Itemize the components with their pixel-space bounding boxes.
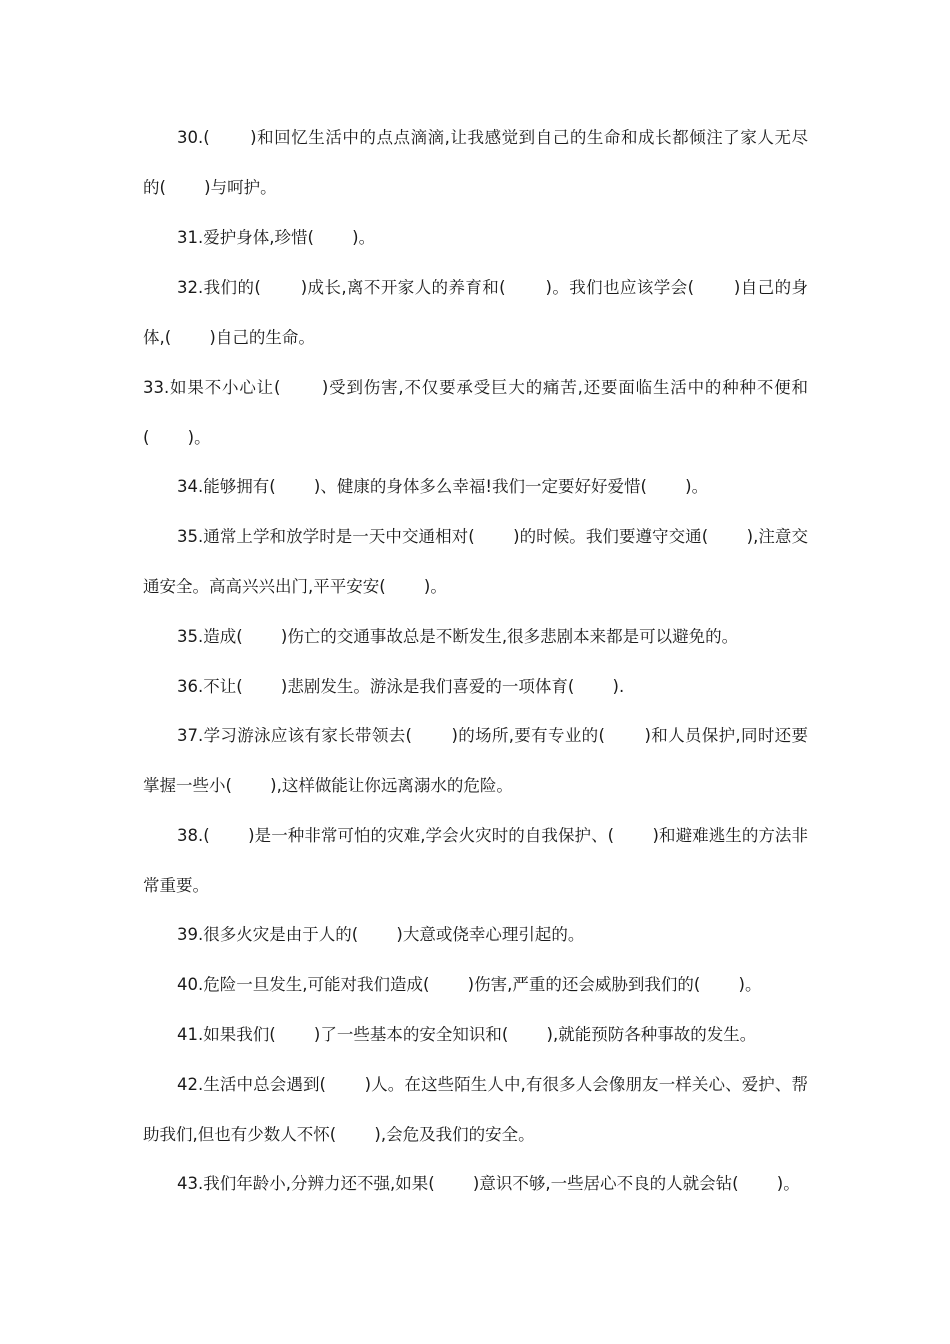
question-35-line-1: 35.通常上学和放学时是一天中交通相对( )的时候。我们要遵守交通( ),注意交 [177,527,808,546]
question-43: 43.我们年龄小,分辨力还不强,如果( )意识不够,一些居心不良的人就会钻( )。 [177,1174,800,1193]
question-31: 31.爱护身体,珍惜( )。 [177,228,376,247]
question-30-line-2: 的( )与呵护。 [143,178,277,197]
question-32-line-1: 32.我们的( )成长,离不开家人的养育和( )。我们也应该学会( )自己的身 [177,278,808,297]
question-35-line-2: 通安全。高高兴兴出门,平平安安( )。 [143,577,447,596]
question-32-line-2: 体,( )自己的生命。 [143,328,315,347]
question-35b: 35.造成( )伤亡的交通事故总是不断发生,很多悲剧本来都是可以避免的。 [177,627,739,646]
question-30-line-1: 30.( )和回忆生活中的点点滴滴,让我感觉到自己的生命和成长都倾注了家人无尽 [177,128,808,147]
question-39: 39.很多火灾是由于人的( )大意或侥幸心理引起的。 [177,925,585,944]
question-41: 41.如果我们( )了一些基本的安全知识和( ),就能预防各种事故的发生。 [177,1025,757,1044]
question-42-line-1: 42.生活中总会遇到( )人。在这些陌生人中,有很多人会像朋友一样关心、爱护、帮 [177,1075,808,1094]
question-33-line-1: 33.如果不小心让( )受到伤害,不仅要承受巨大的痛苦,还要面临生活中的种种不便和 [143,378,808,397]
question-34: 34.能够拥有( )、健康的身体多么幸福!我们一定要好好爱惜( )。 [177,477,709,496]
question-40: 40.危险一旦发生,可能对我们造成( )伤害,严重的还会威胁到我们的( )。 [177,975,762,994]
question-38-line-1: 38.( )是一种非常可怕的灾难,学会火灾时的自我保护、( )和避难逃生的方法非 [177,826,808,845]
question-37-line-1: 37.学习游泳应该有家长带领去( )的场所,要有专业的( )和人员保护,同时还要 [177,726,808,745]
question-33-line-2: ( )。 [143,428,211,447]
question-36: 36.不让( )悲剧发生。游泳是我们喜爱的一项体育( ). [177,677,625,696]
question-38-line-2: 常重要。 [143,876,209,895]
question-37-line-2: 掌握一些小( ),这样做能让你远离溺水的危险。 [143,776,513,795]
question-42-line-2: 助我们,但也有少数人不怀( ),会危及我们的安全。 [143,1125,535,1144]
